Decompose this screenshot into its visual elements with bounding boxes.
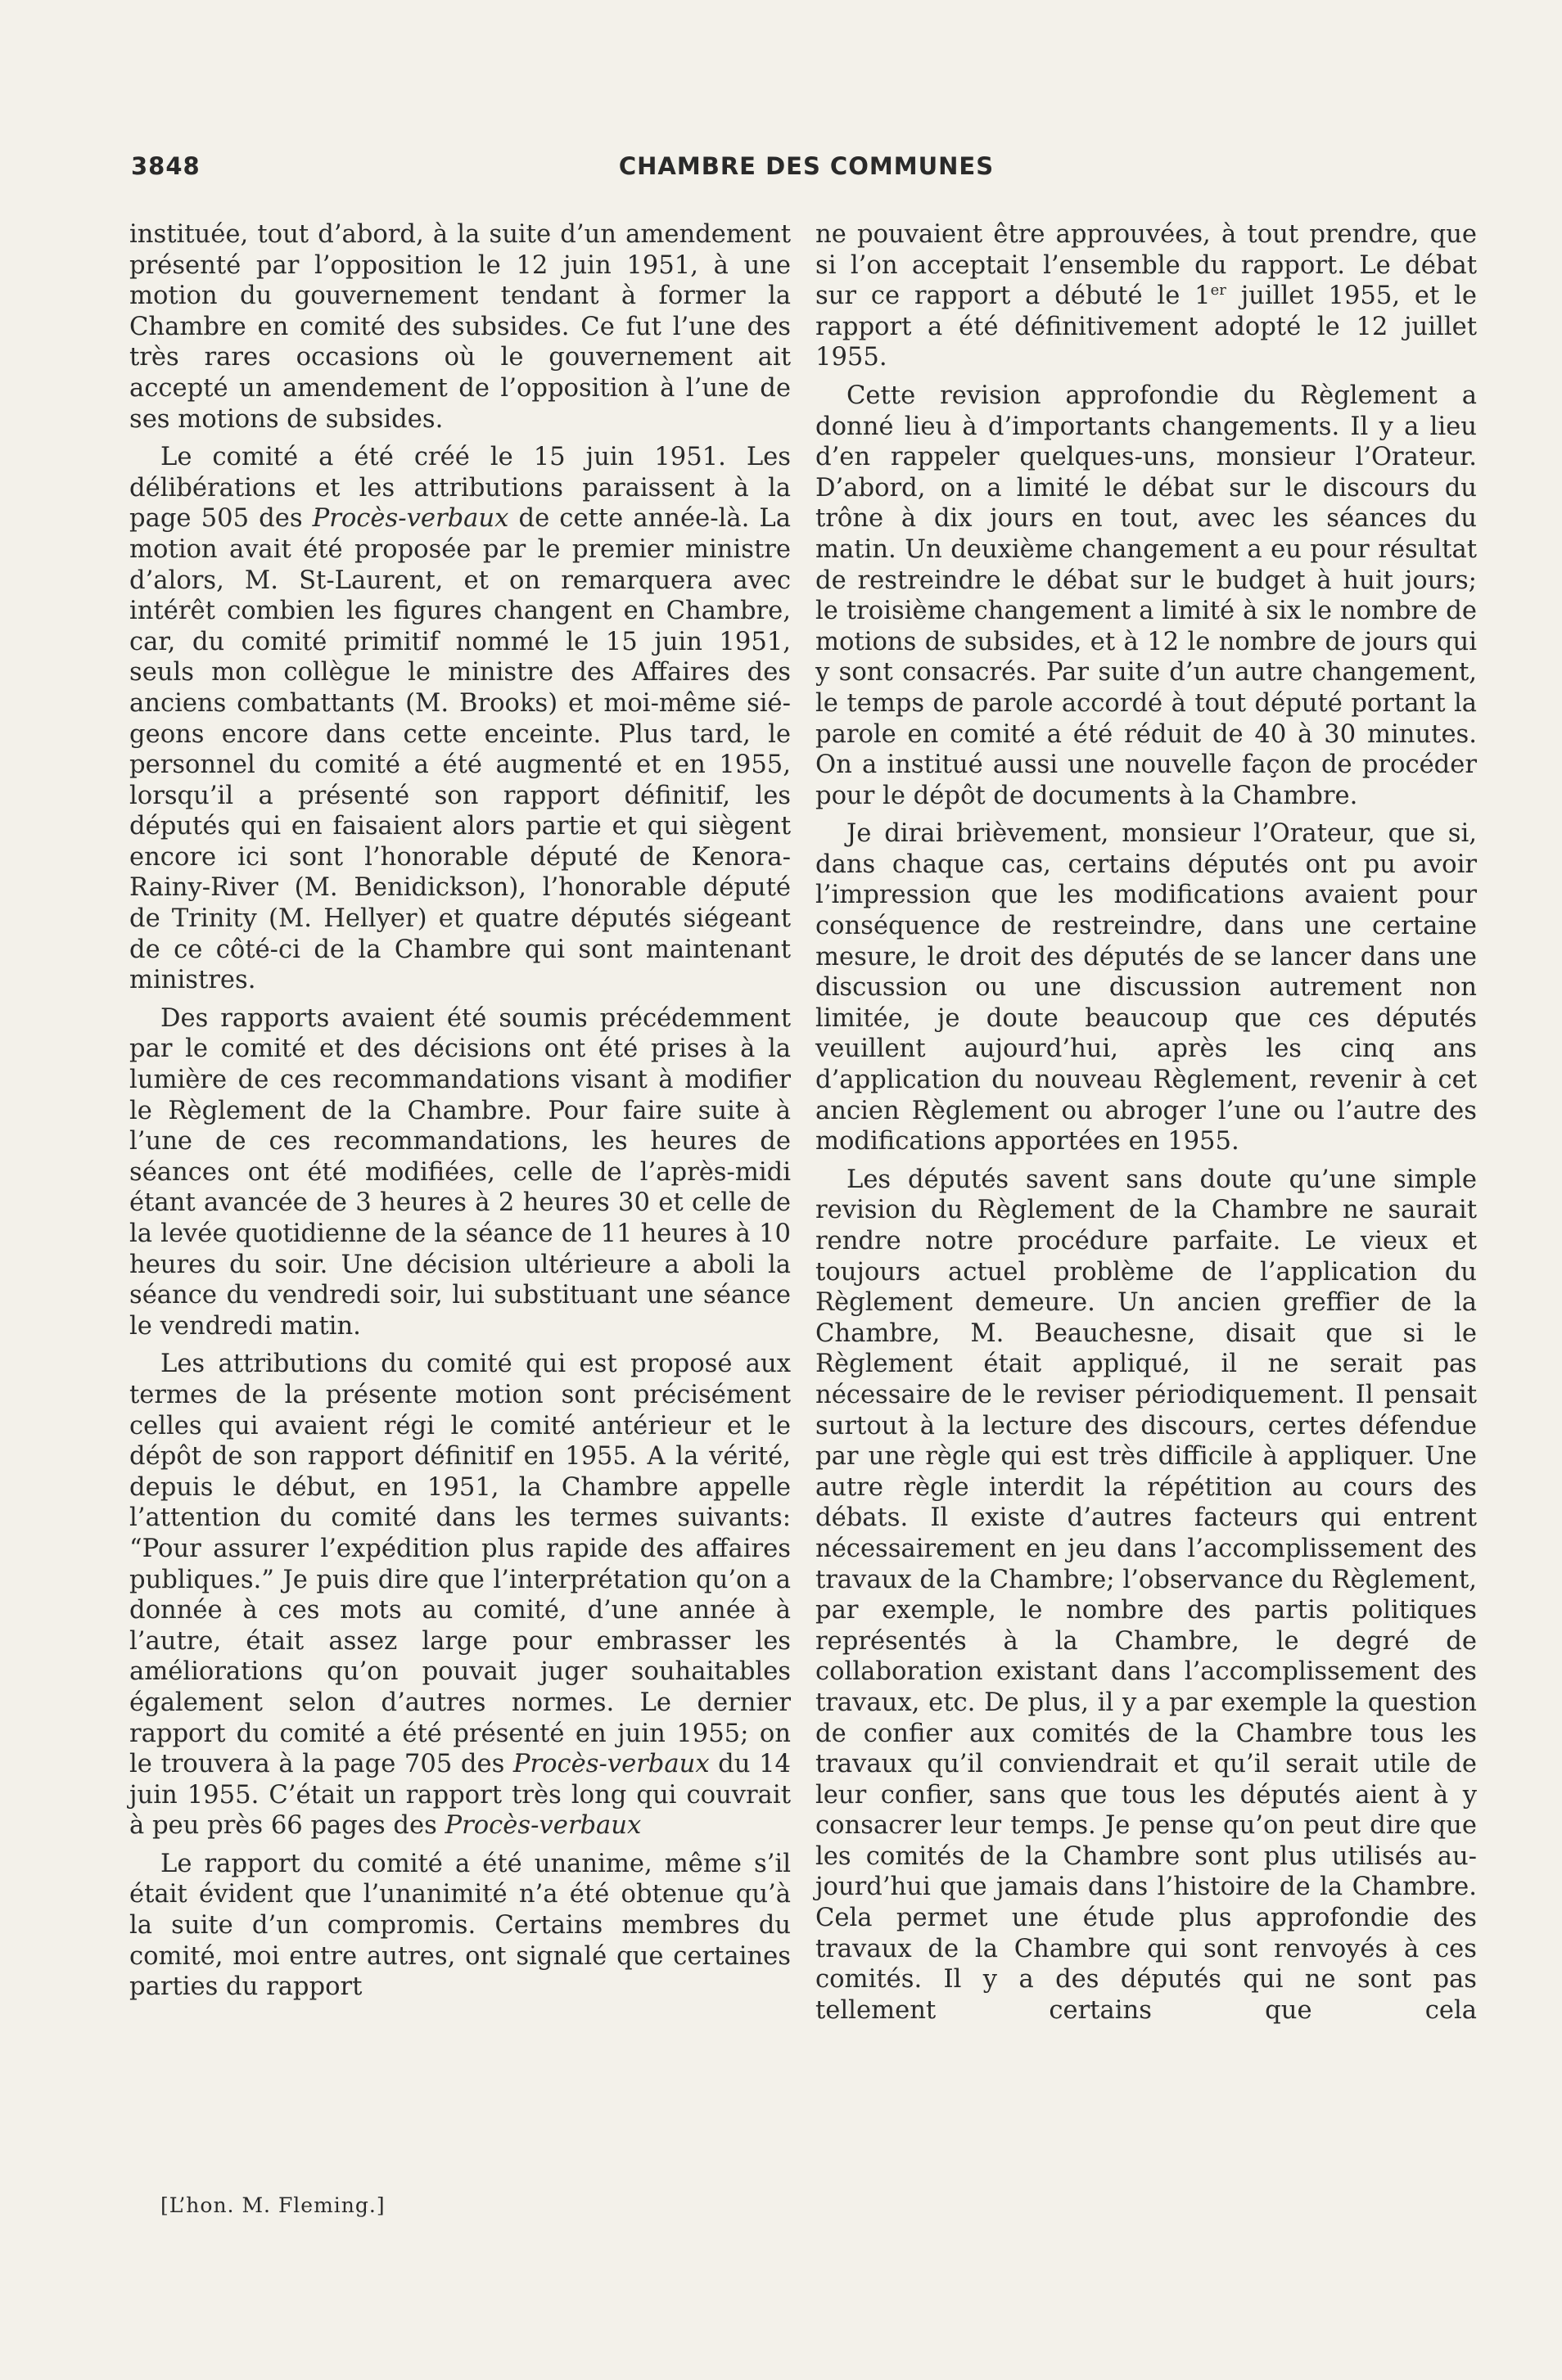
paragraph-text: Des rapports avaient été soumis précédemment par le comité et des décisions ont été prises à la lumière de ces recommandations visant à modifier le Règlement de la Chambre. Pour faire suite à l’une de ces recommandations, les heures de séances ont été modifiées, celle de l’après-midi étant avancée de 3 heures à 2 heures 30 et celle de la levée quotidienne de la séance de 11 heures à 10 heures du soir. Une décision ultérieure a aboli la séance du vendredi soir, lui substituant une séance le vendredi matin.: [129, 1003, 791, 1341]
paragraph-text: Les attributions du comité qui est proposé aux termes de la présente motion sont précisément celles qui avaient régi le comité antérieur et le dépôt de son rapport définitif en 1955. A la vérité, depuis le début, en 1951, la Chambre appelle l’attention du comité dans les termes suivants: “Pour assurer l’expédition plus rapide des affaires publiques.” Je puis dire que l’interprétation qu’on a donnée à ces mots au comité, d’une année à l’autre, était assez large pour embrasser les améliorations qu’on pouvait juger souhaitables également selon d’autres normes. Le dernier rapport du comité a été présenté en juin 1955; on le trouvera à la page 705 des: [129, 1350, 791, 1779]
italic-text: Procès-verbaux: [512, 1750, 710, 1779]
page-number: 3848: [131, 152, 201, 180]
left-column: [129, 219, 791, 2003]
paragraph-text: Le rapport du comité a été unanime, même s’il était évident que l’unanimité n’a été obtenue qu’à la suite d’un compromis. Certains membres du comité, moi entre autres, ont signalé que certaines parties du rapport: [129, 1849, 791, 2002]
italic-text: Procès-verbaux: [312, 504, 509, 534]
paragraph-text: de cette année-là. La motion avait été proposée par le premier ministre d’alors, M. St-Laurent, et on remarquera avec intérêt combien les figures changent en Chambre, car, du comité primitif nommé le 15 juin 1951, seuls mon collègue le ministre des Affaires des anciens combattants (M. Brooks) et moi-même siégeons encore dans cette enceinte. Plus tard, le personnel du comité a été augmenté et en 1955, lorsqu’il a présenté son rapport définitif, les députés qui en faisaient alors partie et qui siègent encore ici sont l’honorable député de Kenora-Rainy-River (M. Benidickson), l’honorable député de Trinity (M. Hellyer) et quatre députés siégeant de ce côté-ci de la Chambre qui sont maintenant ministres.: [129, 504, 791, 995]
italic-text: Procès-verbaux: [445, 1811, 642, 1841]
paragraph: [129, 442, 791, 996]
paragraph-text: du 14 juin 1955. C’était un rapport très long qui couvrait à peu près 66 pages des: [129, 1750, 791, 1841]
paragraph: [129, 1003, 791, 1342]
page-header: [131, 152, 1482, 188]
paragraph-text: ne pouvaient être approuvées, à tout prendre, que si l’on acceptait l’ensemble du rapport. Le débat sur ce rapport a débuté le 1: [815, 220, 1477, 311]
paragraph: [815, 219, 1477, 373]
superscript: er: [1210, 282, 1226, 299]
running-title: CHAMBRE DES COMMUNES: [618, 152, 995, 180]
paragraph: [815, 381, 1477, 811]
paragraph: [129, 219, 791, 435]
paragraph: [129, 1349, 791, 1841]
paragraph-text: Le comité a été créé le 15 juin 1951. Les délibérations et les attributions paraissent à la page 505 des: [129, 443, 791, 534]
paragraph: [129, 1849, 791, 2003]
speaker-note: [L’hon. M. Fleming.]: [160, 2193, 386, 2217]
paragraph-text: Les députés savent sans doute qu’une simple revision du Règlement de la Chambre ne saurait rendre notre procédure parfaite. Le vieux et toujours actuel problème de l’application du Règlement demeure. Un ancien greffier de la Chambre, M. Beauchesne, disait que si le Règlement était appliqué, il ne serait pas nécessaire de le reviser périodiquement. Il pensait surtout à la lecture des discours, certes défendue par une règle qui est très difficile à appliquer. Une autre règle interdit la répétition au cours des débats. Il existe d’autres facteurs qui entrent nécessairement en jeu dans l’accomplissement des travaux de la Chambre; l’observance du Règlement, par exemple, le nombre des partis politiques représentés à la Chambre, le degré de collaboration existant dans l’accomplissement des travaux, etc. De plus, il y a par exemple la question de confier aux comités de la Chambre tous les travaux qu’il conviendrait et qu’il serait utile de leur confier, sans que tous les députés aient à y consacrer leur temps. Je pense qu’on peut dire que les comités de la Chambre sont plus utilisés aujourd’hui que jamais dans l’histoire de la Chambre. Cela permet une étude plus approfondie des travaux de la Chambre qui sont renvoyés à ces comités. Il y a des députés qui ne sont pas tellement certains que cela: [815, 1165, 1477, 2025]
paragraph-text: instituée, tout d’abord, à la suite d’un amendement présenté par l’opposition le 12 juin 1951, à une motion du gouvernement tendant à former la Chambre en comité des subsides. Ce fut l’une des très rares occasions où le gouvernement ait accepté un amendement de l’opposition à l’une de ses motions de subsides.: [129, 220, 791, 434]
paragraph-text: Je dirai brièvement, monsieur l’Orateur, que si, dans chaque cas, certains députés ont pu avoir l’impression que les modifications avaient pour conséquence de restreindre, dans une certaine mesure, le droit des députés de se lancer dans une discussion ou une discussion autrement non limitée, je doute beaucoup que ces députés veuillent aujourd’hui, après les cinq ans d’application du nouveau Règlement, revenir à cet ancien Règlement ou abroger l’une ou l’autre des modifications apportées en 1955.: [815, 819, 1477, 1156]
paragraph: [815, 818, 1477, 1157]
paragraph-text: juillet 1955, et le rapport a été définitivement adopté le 12 juillet 1955.: [815, 282, 1477, 372]
paragraph: [815, 1165, 1477, 2026]
right-column: [815, 219, 1477, 2026]
paragraph-text: Cette revision approfondie du Règlement a donné lieu à d’importants changements. Il y a lieu d’en rappeler quelques-uns, monsieur l’Orateur. D’abord, on a limité le débat sur le discours du trône à dix jours en tout, avec les séances du matin. Un deuxième changement a eu pour résultat de restreindre le débat sur le budget à huit jours; le troisième changement a limité à six le nombre de motions de subsides, et à 12 le nombre de jours qui y sont consacrés. Par suite d’un autre changement, le temps de parole accordé à tout député portant la parole en comité a été réduit de 40 à 30 minutes. On a institué aussi une nouvelle façon de procéder pour le dépôt de documents à la Chambre.: [815, 381, 1477, 810]
